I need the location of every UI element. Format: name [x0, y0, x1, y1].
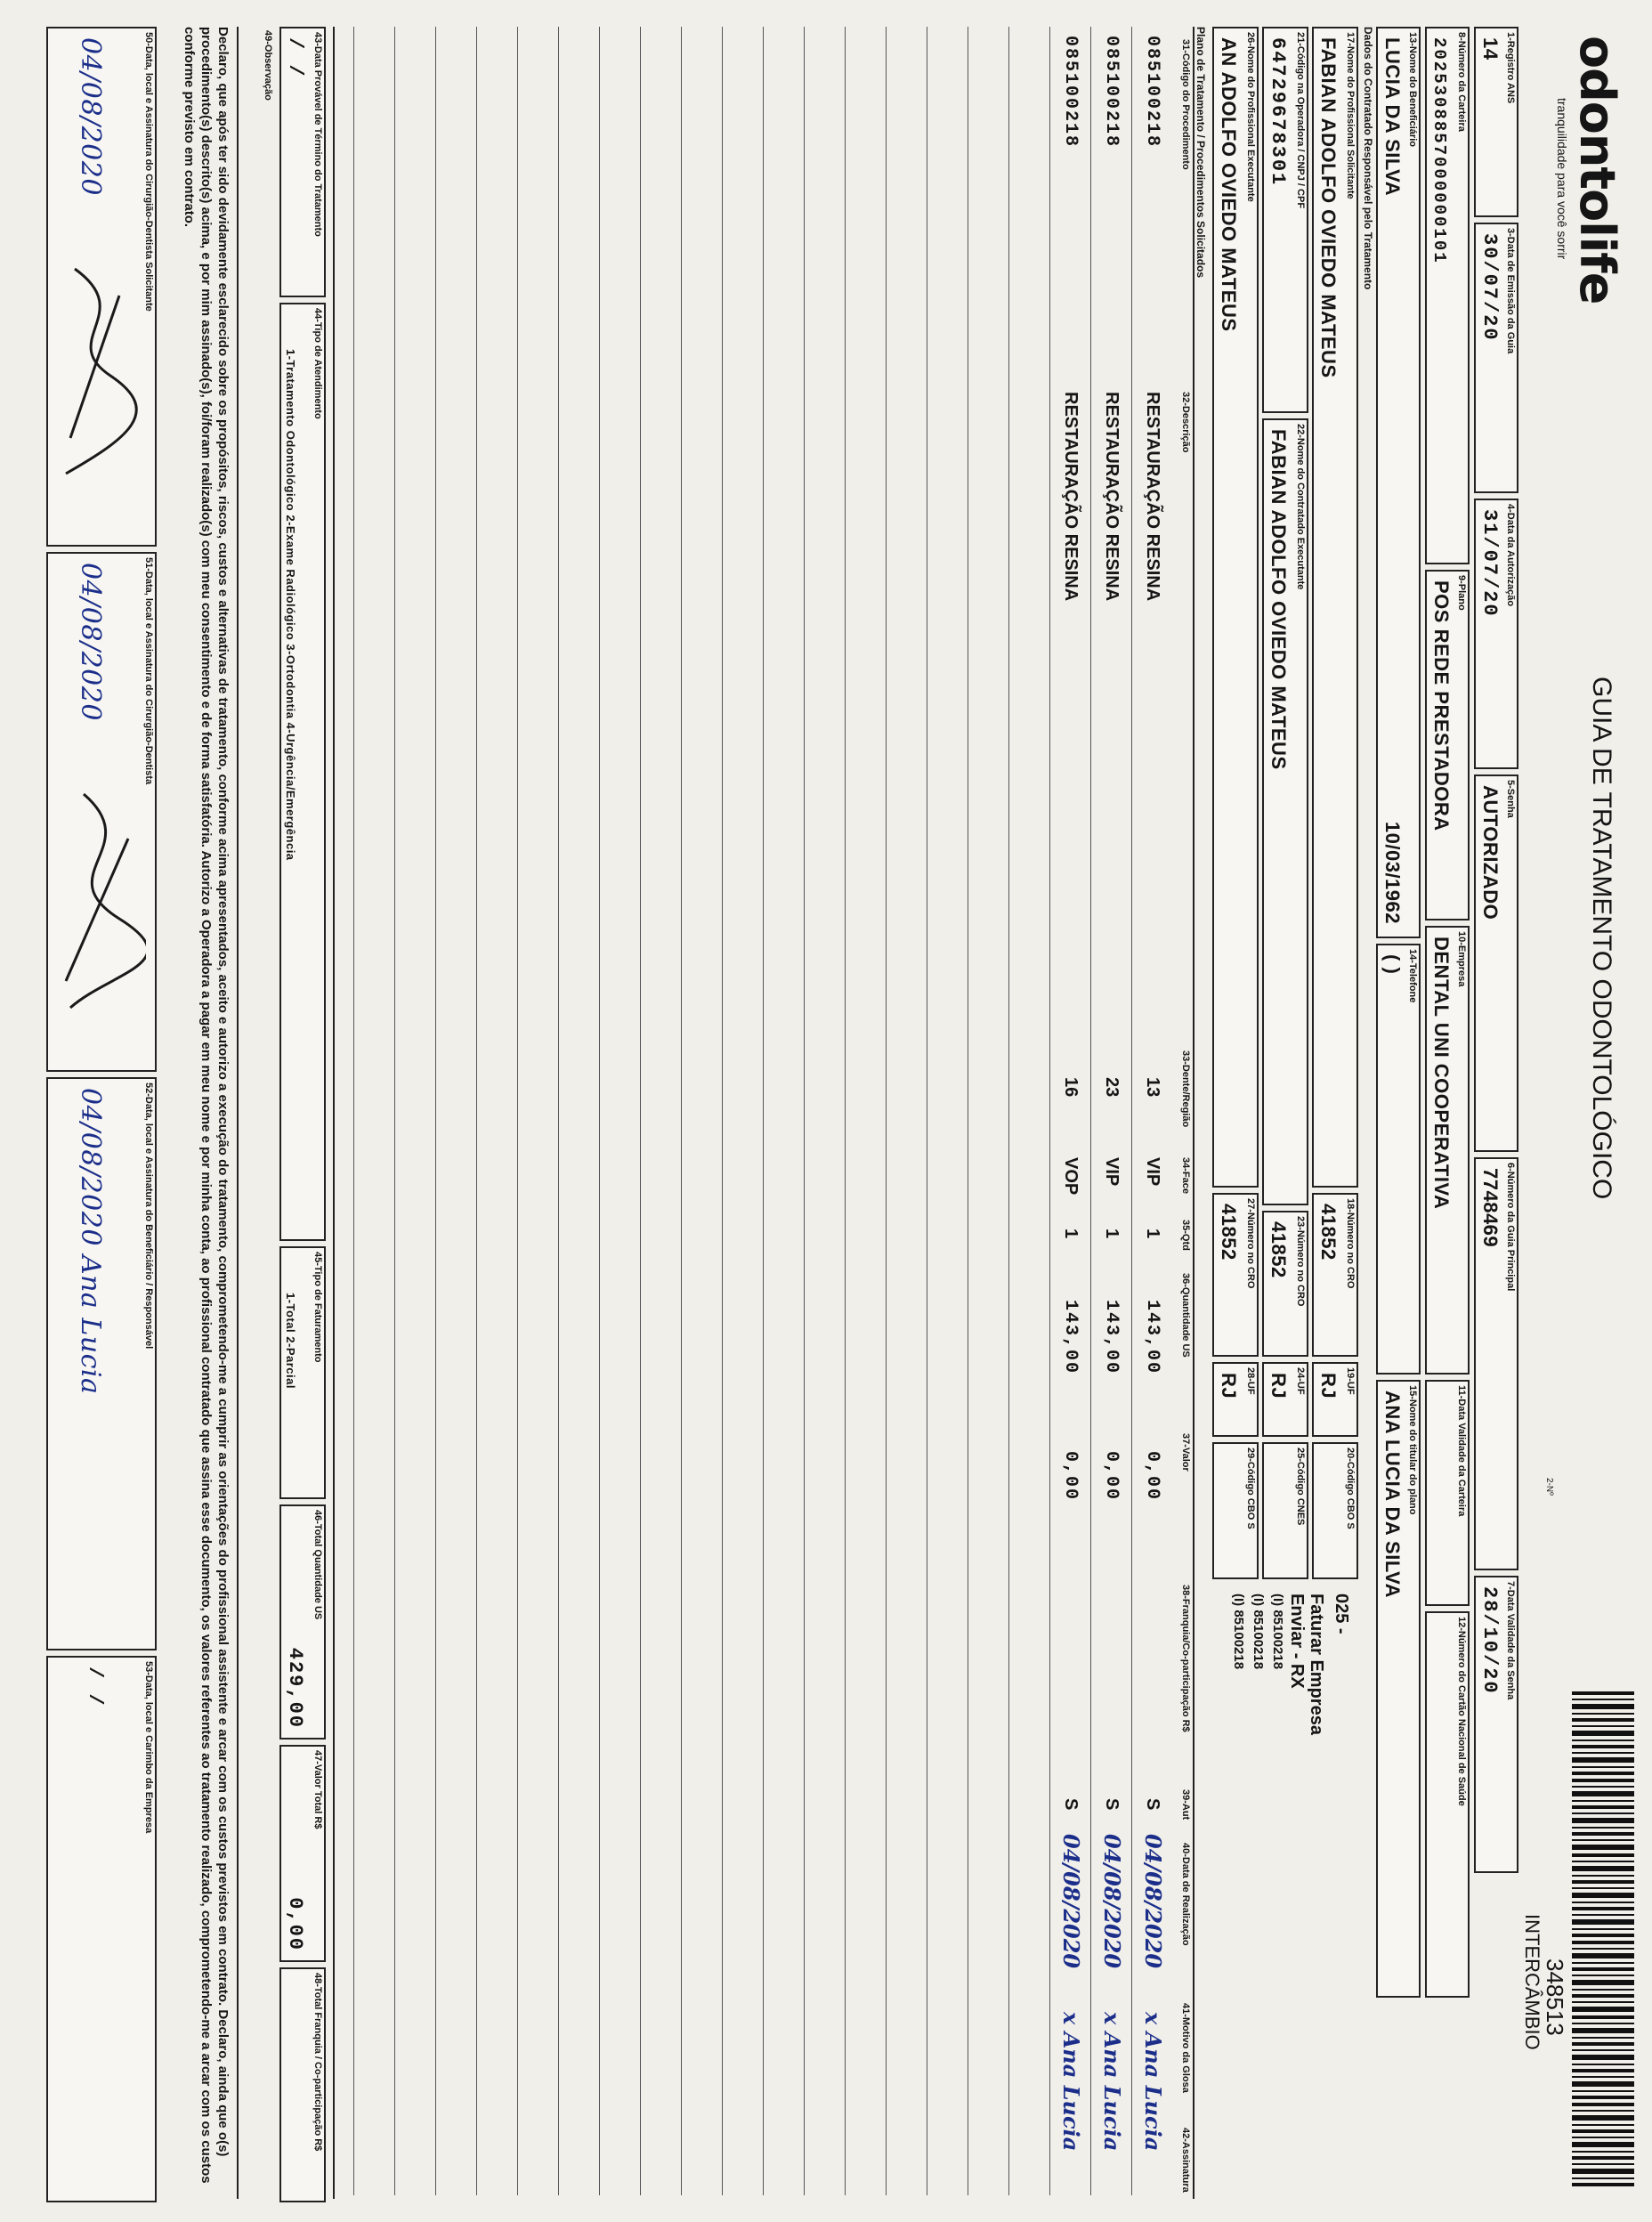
executing-professional-field[interactable]	[1212, 27, 1259, 1188]
password-validity-value: 28/10/20	[1478, 1586, 1501, 1695]
company-field[interactable]	[1425, 926, 1470, 1375]
procedure-us: 143,00	[1142, 1300, 1162, 1375]
divider	[333, 27, 335, 2199]
cns-field[interactable]	[1425, 1611, 1470, 1998]
main-guide-field[interactable]	[1474, 1157, 1518, 1570]
row-divider	[1008, 27, 1009, 2195]
phone-label: 14-Telefone	[1407, 949, 1418, 1003]
col-qty-header: 35-Qtd	[1180, 1220, 1191, 1251]
ans-value: 14	[1479, 37, 1502, 61]
total-us-value: 429,00	[284, 1647, 306, 1729]
card-number-label: 8-Número da Carteira	[1456, 32, 1467, 132]
divider	[1193, 27, 1194, 2199]
authorization-date-field[interactable]	[1474, 499, 1518, 769]
cro-exec-label: 23-Número no CRO	[1295, 1216, 1306, 1307]
procedure-row[interactable]	[1091, 27, 1130, 2199]
phone-value: ( )	[1381, 954, 1404, 975]
form-number-label: 2-Nº	[1544, 1478, 1554, 1496]
beneficiary-name-label: 13-Nome do Beneficiário	[1407, 32, 1418, 147]
brand-tagline: tranquilidade para você sorrir	[1555, 98, 1569, 260]
procedure-face: VOP	[1061, 1157, 1081, 1196]
row-divider	[1049, 27, 1050, 2195]
password-value: AUTORIZADO	[1479, 785, 1502, 920]
procedure-signature: x Ana Lucia	[1140, 2012, 1166, 2152]
row-divider	[517, 27, 518, 2195]
ans-label: 1-Registro ANS	[1505, 32, 1516, 104]
cro-field[interactable]	[1312, 1193, 1358, 1357]
procedure-face: VIP	[1143, 1157, 1162, 1187]
procedure-aut: S	[1102, 1798, 1122, 1811]
procedure-qty: 1	[1102, 1229, 1122, 1239]
signature-50-box[interactable]	[46, 27, 157, 547]
total-franchise-field[interactable]	[279, 1967, 326, 2202]
row-divider	[599, 27, 600, 2195]
main-guide-value: 7748469	[1479, 1168, 1502, 1248]
procedure-value: 0,00	[1060, 1451, 1081, 1502]
signature-52-box[interactable]	[46, 1077, 157, 1650]
card-number-value: 2025308857000000101	[1429, 37, 1449, 264]
plan-label: 9-Plano	[1456, 575, 1467, 611]
procedure-date: 04/08/2020	[1140, 1834, 1166, 1969]
observation-box[interactable]	[237, 27, 274, 2199]
card-number-field[interactable]	[1425, 27, 1470, 564]
procedure-row[interactable]	[1050, 27, 1089, 2199]
procedure-tooth: 23	[1102, 1077, 1122, 1098]
procedure-us: 143,00	[1060, 1300, 1081, 1375]
operator-code-field[interactable]	[1262, 27, 1308, 413]
col-aut-header: 39-Aut	[1180, 1789, 1191, 1821]
row-divider	[804, 27, 805, 2195]
procedure-us: 143,00	[1101, 1300, 1122, 1375]
uf-label: 19-UF	[1345, 1367, 1356, 1395]
authorization-date-value: 31/07/20	[1478, 509, 1501, 618]
signature-52-value: 04/08/2020 Ana Lucia	[75, 1088, 106, 1395]
stamp-line: (I) 85100218	[1270, 1594, 1285, 1670]
signature-52-label: 52-Data, local e Assinatura do Beneficiário / Responsável	[143, 1083, 154, 1350]
card-validity-field[interactable]	[1425, 1380, 1470, 1606]
row-divider	[722, 27, 723, 2195]
barcode-icon	[1572, 1691, 1634, 2190]
service-type-label: 44-Tipo de Atendimento	[312, 308, 323, 419]
executing-professional-value: AN ADOLFO OVIEDO MATEUS	[1218, 37, 1240, 332]
total-us-field[interactable]	[279, 1504, 326, 1739]
uf-prof-field[interactable]	[1212, 1362, 1259, 1437]
signature-50-date: 04/08/2020	[75, 37, 106, 196]
cbo-value: 025 -	[1332, 1594, 1351, 1634]
operator-code-label: 21-Código na Operadora / CNPJ / CPF	[1295, 32, 1306, 209]
declaration-text: Declaro, que após ter sido devidamente esclarecido sobre os propósitos, riscos, custos e alternativas de tratamento, conforme acima apresentados, aceito e autorizo a execução do tratamento, comprometendo-me a cumprir as orientações do profissional assistente e arcar com os custos previstos em contrato. Declaro, ainda que o(s) procedimento(s) descrito(s) acima, e por mim assinado(s), foi/foram realizado(s) com meu consentimento e de forma satisfatória. Autorizo a Operadora a pagar em meu nome e por minha conta, ao profissional contratado que assina esse documento, os valores referentes ao tratamento realizado, comprometendo-me a arcar com os custos conforme previsto em contrato.	[182, 27, 231, 2184]
cro-prof-field[interactable]	[1212, 1193, 1259, 1357]
row-divider	[681, 27, 682, 2195]
ans-field[interactable]	[1474, 27, 1518, 217]
password-field[interactable]	[1474, 774, 1518, 1152]
emission-date-field[interactable]	[1474, 223, 1518, 493]
signature-51-date: 04/08/2020	[75, 563, 106, 721]
phone-field[interactable]	[1376, 944, 1421, 1375]
executing-professional-label: 26-Nome do Profissional Executante	[1245, 32, 1256, 202]
stamp-line: (I) 85100218	[1231, 1594, 1246, 1670]
procedure-tooth: 13	[1143, 1077, 1162, 1098]
col-reason-header: 41-Motivo da Glosa	[1180, 2003, 1191, 2093]
plan-value: POS REDE PRESTADORA	[1430, 580, 1453, 831]
requesting-professional-label: 17-Nome do Profissional Solicitante	[1345, 32, 1356, 199]
stamp-line: Enviar - RX	[1287, 1594, 1307, 1689]
authorization-date-label: 4-Data da Autorização	[1505, 504, 1516, 607]
cnes-label: 25-Código CNES	[1295, 1448, 1306, 1526]
birth-date-value: 10/03/1962	[1381, 821, 1404, 924]
row-divider	[1090, 27, 1091, 2195]
company-label: 10-Empresa	[1456, 931, 1467, 987]
total-franchise-label: 48-Total Franquia / Co-participação R$	[312, 1973, 323, 2152]
requesting-professional-value: FABIAN ADOLFO OVIEDO MATEUS	[1317, 37, 1340, 378]
procedure-signature: x Ana Lucia	[1058, 2012, 1084, 2152]
uf-exec-field[interactable]	[1262, 1362, 1308, 1437]
row-divider	[558, 27, 559, 2195]
procedure-code: 085100218	[1142, 36, 1162, 149]
beneficiary-name-value: LUCIA DA SILVA	[1381, 37, 1404, 197]
procedure-aut: S	[1143, 1798, 1162, 1811]
signature-50-label: 50-Data, local e Assinatura do Cirurgião-Dentista Solicitante	[143, 32, 154, 312]
procedure-aut: S	[1061, 1798, 1081, 1811]
stamp-line: (I) 85100218	[1251, 1594, 1266, 1670]
responsible-section-title: Dados do Contratado Responsável pelo Tratamento	[1362, 27, 1374, 290]
col-face-header: 34-Face	[1180, 1157, 1191, 1194]
signature-53-value: / /	[84, 1666, 106, 1707]
cro-label: 18-Número no CRO	[1345, 1198, 1356, 1289]
brand-name: odontolife	[1569, 36, 1625, 304]
uf-prof-value: RJ	[1218, 1373, 1240, 1399]
cro-exec-field[interactable]	[1262, 1211, 1308, 1357]
row-divider	[640, 27, 641, 2195]
billing-type-field[interactable]	[279, 1246, 326, 1499]
requesting-professional-field[interactable]	[1312, 27, 1358, 1188]
col-value-header: 37-Valor	[1180, 1433, 1191, 1472]
operator-code-value: 64729678301	[1267, 37, 1289, 187]
main-guide-label: 6-Número da Guia Principal	[1505, 1163, 1516, 1292]
end-forecast-label: 43-Data Provável de Término do Tratamento	[312, 32, 323, 237]
col-description-header: 32-Descrição	[1180, 392, 1191, 453]
row-divider	[763, 27, 764, 2195]
row-divider	[845, 27, 846, 2195]
procedure-qty: 1	[1061, 1229, 1081, 1239]
cbo-label: 20-Código CBO S	[1345, 1448, 1356, 1529]
emission-date-label: 3-Data de Emissão da Guia	[1505, 228, 1516, 354]
end-forecast-field[interactable]	[279, 27, 326, 297]
row-divider	[435, 27, 436, 2195]
row-divider	[394, 27, 395, 2195]
brand-logo	[1555, 36, 1625, 304]
signature-51-label: 51-Data, local e Assinatura do Cirurgião-Dentista	[143, 557, 154, 785]
uf-field[interactable]	[1312, 1362, 1358, 1437]
cro-value: 41852	[1317, 1204, 1340, 1261]
procedure-date: 04/08/2020	[1099, 1834, 1125, 1969]
guide-type: INTERCÂMBIO	[1521, 1914, 1543, 2050]
uf-exec-value: RJ	[1267, 1373, 1290, 1399]
billing-stamp	[1228, 1594, 1326, 1735]
emission-date-value: 30/07/20	[1478, 233, 1501, 342]
end-forecast-value: / /	[284, 37, 306, 78]
row-divider	[1131, 27, 1132, 2195]
cns-label: 12-Número do Cartão Nacional de Saúde	[1456, 1617, 1467, 1806]
guide-number: 348513	[1542, 1958, 1568, 2036]
cbo-prof-label: 29-Código CBO S	[1245, 1448, 1256, 1529]
billing-type-label: 45-Tipo de Faturamento	[312, 1252, 323, 1363]
password-validity-field[interactable]	[1474, 1576, 1518, 1873]
col-date-header: 40-Data de Realização	[1180, 1843, 1191, 1946]
cro-prof-label: 27-Número no CRO	[1245, 1198, 1256, 1289]
service-type-options: 1-Tratamento Odontológico 2-Exame Radiológico 3-Ortodontia 4-Urgência/Emergência	[284, 349, 297, 861]
executing-contractor-field[interactable]	[1262, 418, 1308, 1205]
uf-exec-label: 24-UF	[1295, 1367, 1306, 1395]
signature-51-box[interactable]	[46, 552, 157, 1072]
cbo-prof-field[interactable]	[1212, 1442, 1259, 1579]
signature-53-box[interactable]	[46, 1656, 157, 2202]
uf-value: RJ	[1317, 1373, 1340, 1399]
executing-contractor-value: FABIAN ADOLFO OVIEDO MATEUS	[1267, 429, 1290, 770]
row-divider	[886, 27, 887, 2195]
procedure-qty: 1	[1143, 1229, 1162, 1239]
procedure-description: RESTAURAÇÃO RESINA	[1102, 392, 1122, 602]
procedure-row[interactable]	[1132, 27, 1171, 2199]
procedures-header	[1175, 27, 1191, 2199]
procedure-code: 085100218	[1060, 36, 1081, 149]
procedure-description: RESTAURAÇÃO RESINA	[1061, 392, 1081, 602]
card-validity-label: 11-Data Validade da Carteira	[1456, 1385, 1467, 1517]
col-tooth-header: 33-Dente/Região	[1180, 1050, 1191, 1128]
billing-type-options: 1-Total 2-Parcial	[284, 1293, 297, 1389]
procedure-code: 085100218	[1101, 36, 1122, 149]
cbo-field[interactable]	[1312, 1442, 1358, 1579]
stamp-line: Faturar Empresa	[1307, 1594, 1326, 1735]
procedure-date: 04/08/2020	[1058, 1834, 1084, 1969]
col-code-header: 31-Código do Procedimento	[1180, 39, 1191, 170]
procedure-value: 0,00	[1142, 1451, 1162, 1502]
col-signature-header: 42-Assinatura	[1180, 2128, 1191, 2193]
total-value-field[interactable]	[279, 1745, 326, 1962]
procedure-face: VIP	[1102, 1157, 1122, 1187]
holder-name-field[interactable]	[1376, 1380, 1421, 1998]
procedures-section-title: Plano de Tratamento / Procedimentos Solicitados	[1194, 27, 1207, 279]
total-value-value: 0,00	[284, 1897, 306, 1951]
procedure-signature: x Ana Lucia	[1099, 2012, 1125, 2152]
procedure-description: RESTAURAÇÃO RESINA	[1143, 392, 1162, 602]
uf-prof-label: 28-UF	[1245, 1367, 1256, 1395]
signature-50-scribble-icon	[57, 260, 146, 491]
col-us-header: 36-Quantidade US	[1180, 1273, 1191, 1358]
col-franchise-header: 38-Franquia/Co-participação R$	[1180, 1585, 1191, 1732]
page-title: GUIA DE TRATAMENTO ODONTOLÓGICO	[1587, 677, 1616, 1200]
holder-name-label: 15-Nome do titular do plano	[1407, 1385, 1418, 1515]
plan-field[interactable]	[1425, 570, 1470, 920]
beneficiary-name-field[interactable]	[1376, 27, 1421, 938]
executing-contractor-label: 22-Nome do Contratado Executante	[1295, 424, 1306, 590]
row-divider	[476, 27, 477, 2195]
signature-51-scribble-icon	[57, 785, 146, 1017]
total-us-label: 46-Total Quantidade US	[312, 1510, 323, 1620]
password-validity-label: 7-Data Validade da Senha	[1505, 1581, 1516, 1700]
observation-label: 49-Observação	[263, 30, 273, 101]
holder-name-value: ANA LUCIA DA SILVA	[1381, 1391, 1404, 1599]
password-label: 5-Senha	[1505, 780, 1516, 818]
cro-prof-value: 41852	[1218, 1204, 1240, 1261]
cro-exec-value: 41852	[1267, 1221, 1290, 1278]
row-divider	[353, 27, 354, 2195]
service-type-field[interactable]	[279, 303, 326, 1241]
cnes-field[interactable]	[1262, 1442, 1308, 1579]
total-value-label: 47-Valor Total R$	[312, 1750, 323, 1829]
company-value: DENTAL UNI COOPERATIVA	[1430, 937, 1453, 1210]
procedure-value: 0,00	[1101, 1451, 1122, 1502]
procedure-tooth: 16	[1061, 1077, 1081, 1098]
signature-53-label: 53-Data, local e Carimbo da Empresa	[143, 1661, 154, 1834]
